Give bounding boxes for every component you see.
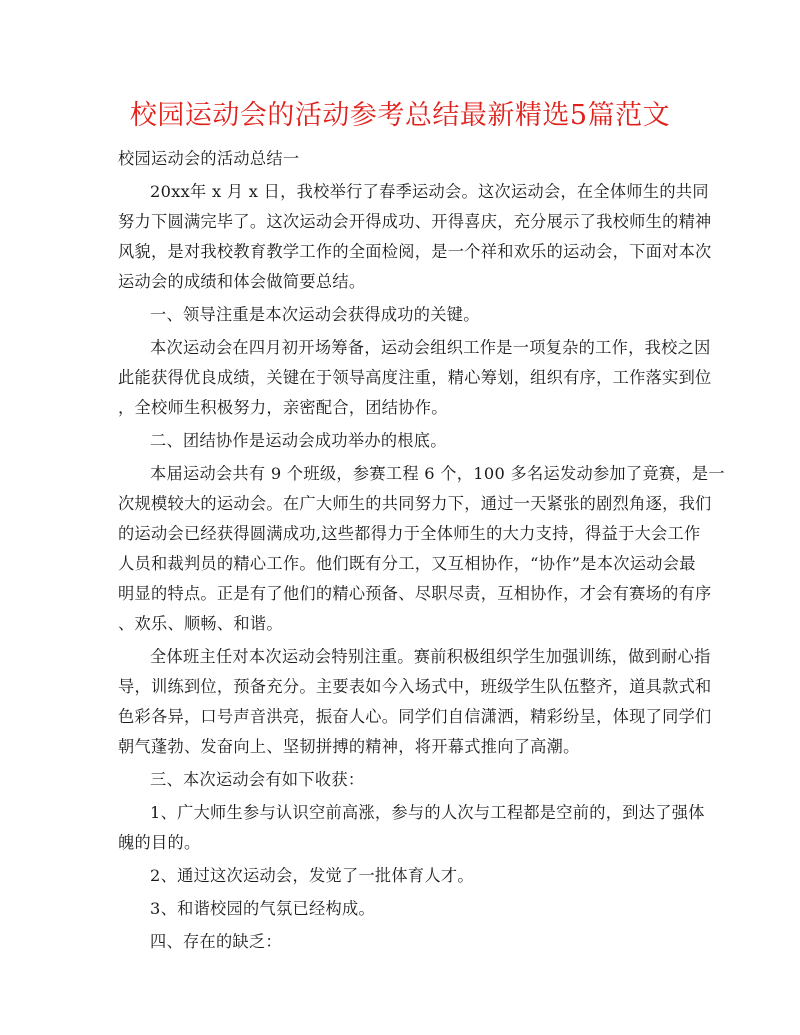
paragraph-line: ，全校师生积极努力，亲密配合，团结协作。 <box>118 398 448 417</box>
paragraph-line: 导，训练到位，预备充分。主要表如今入场式中，班级学生队伍整齐，道具款式和 <box>118 677 712 696</box>
subheading: 二、团结协作是运动会成功举办的根底。 <box>150 431 447 450</box>
paragraph-line: 朝气蓬勃、发奋向上、坚韧拼搏的精神，将开幕式推向了高潮。 <box>118 737 580 756</box>
paragraph-line: 风貌，是对我校教育教学工作的全面检阅，是一个祥和欢乐的运动会，下面对本次 <box>118 242 712 261</box>
paragraph-line: 明显的特点。正是有了他们的精心预备、尽职尽责，互相协作，才会有赛场的有序 <box>118 584 712 603</box>
section-heading: 校园运动会的活动总结一 <box>118 149 300 168</box>
paragraph-line: 运动会的成绩和体会做简要总结。 <box>118 272 366 291</box>
paragraph-line: 全体班主任对本次运动会特别注重。赛前积极组织学生加强训练，做到耐心指 <box>150 647 711 666</box>
document-title: 校园运动会的活动参考总结最新精选5篇范文 <box>129 100 671 131</box>
list-item: 3、和谐校园的气氛已经构成。 <box>150 899 375 918</box>
paragraph-line: 色彩各异，口号声音洪亮，振奋人心。同学们自信潇洒，精彩纷呈，体现了同学们 <box>118 707 712 726</box>
paragraph-line: 、欢乐、顺畅、和谐。 <box>118 614 283 633</box>
paragraph-line: 努力下圆满完毕了。这次运动会开得成功、开得喜庆，充分展示了我校师生的精神 <box>118 212 712 231</box>
paragraph-line: 本届运动会共有 9 个班级，参赛工程 6 个，100 多名运发动参加了竟赛，是一 <box>150 464 725 483</box>
document-body <box>118 144 725 957</box>
paragraph-line: 人员和裁判员的精心工作。他们既有分工，又互相协作，“协作”是本次运动会最 <box>118 554 696 573</box>
subheading: 四、存在的缺乏： <box>150 932 282 951</box>
paragraph-line: 的运动会已经获得圆满成功,这些都得力于全体师生的大力支持，得益于大会工作 <box>118 524 701 543</box>
subheading: 三、本次运动会有如下收获： <box>150 770 365 789</box>
paragraph-line: 次规模较大的运动会。在广大师生的共同努力下，通过一天紧张的剧烈角逐，我们 <box>118 494 712 513</box>
paragraph-line: 20xx年 x 月 x 日，我校举行了春季运动会。这次运动会，在全体师生的共同 <box>150 182 709 201</box>
list-item-continuation: 魄的目的。 <box>118 833 201 852</box>
list-item: 1、广大师生参与认识空前高涨，参与的人次与工程都是空前的，到达了强体 <box>150 803 705 822</box>
paragraph-line: 此能获得优良成绩，关键在于领导高度注重，精心筹划，组织有序，工作落实到位 <box>118 368 712 387</box>
list-item: 2、通过这次运动会，发觉了一批体育人才。 <box>150 866 474 885</box>
paragraph-line: 本次运动会在四月初开场筹备，运动会组织工作是一项复杂的工作，我校之因 <box>150 338 711 357</box>
subheading: 一、领导注重是本次运动会获得成功的关键。 <box>150 305 480 324</box>
